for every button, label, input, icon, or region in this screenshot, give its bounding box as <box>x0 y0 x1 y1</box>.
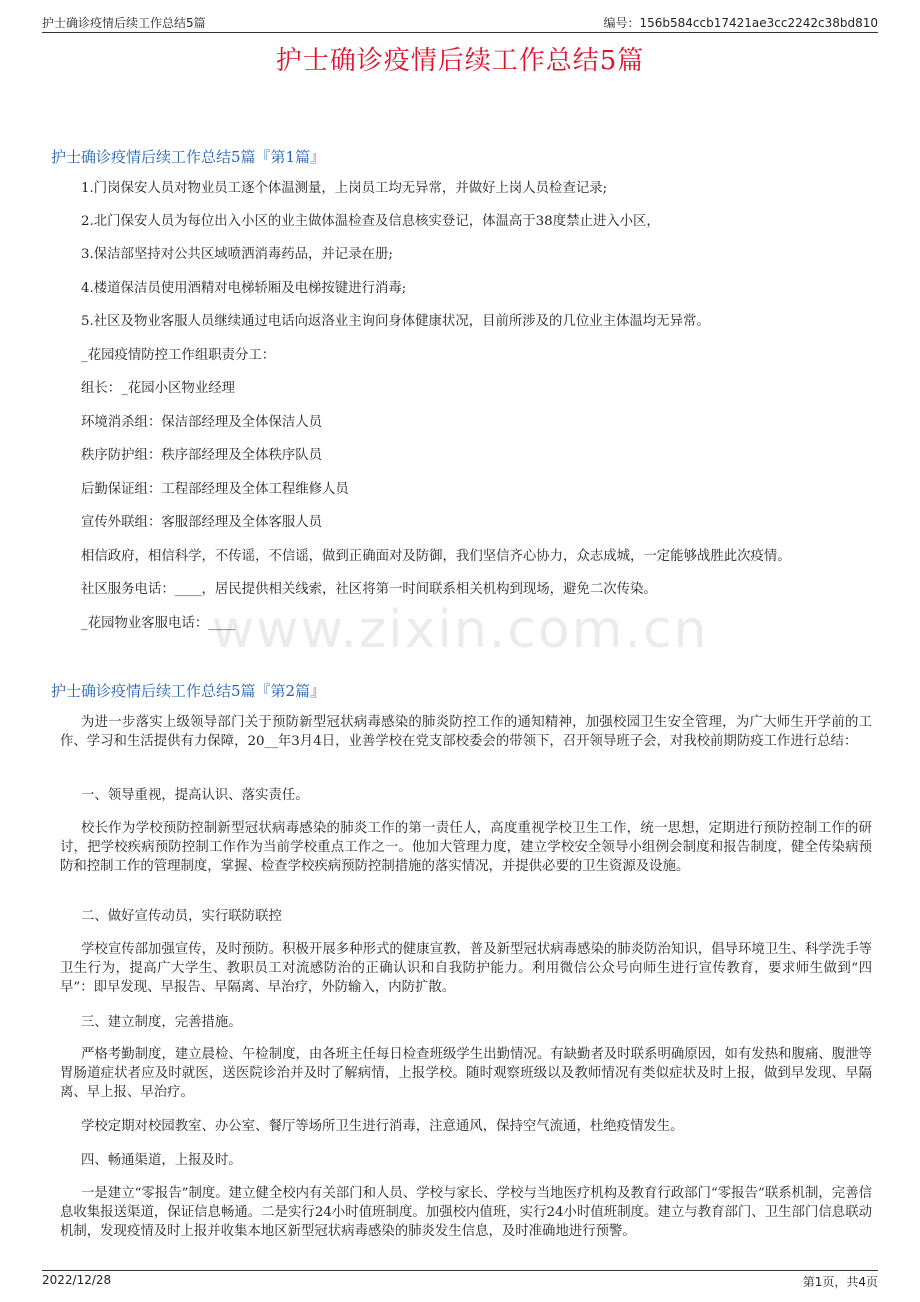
paragraph: 4.楼道保洁员使用酒精对电梯轿厢及电梯按键进行消毒; <box>81 281 407 296</box>
paragraph: 3.保洁部坚持对公共区域喷洒消毒药品，并记录在册; <box>81 247 393 262</box>
paragraph: 2.北门保安人员为每位出入小区的业主做体温检查及信息核实登记，体温高于38度禁止进入小区， <box>81 214 660 229</box>
paragraph: 校长作为学校预防控制新型冠状病毒感染的肺炎工作的第一责任人，高度重视学校卫生工作，统一思想，定期进行预防控制工作的研讨，把学校疾病预防控制工作作为当前学校重点工作之一。他加大管理力度，建立学校安全领导小组例会制度和报告制度，健全传染病预防和控制工作的管理制度，掌握、检查学校疾病预防控制措施的落实情况，并提供必要的卫生资源及设施。 <box>60 821 872 874</box>
section-heading-2: 护士确诊疫情后续工作总结5篇『第2篇』 <box>51 682 326 700</box>
paragraph: _花园疫情防控工作组职责分工： <box>81 348 276 363</box>
paragraph: 后勤保证组：工程部经理及全体工程维修人员 <box>81 482 349 497</box>
paragraph: 环境消杀组：保洁部经理及全体保洁人员 <box>81 415 323 430</box>
paragraph: 四、畅通渠道，上报及时。 <box>81 1153 242 1168</box>
paragraph: 学校定期对校园教室、办公室、餐厅等场所卫生进行消毒，注意通风，保持空气流通，杜绝疫情发生。 <box>81 1119 684 1134</box>
paragraph: 严格考勤制度，建立晨检、午检制度，由各班主任每日检查班级学生出勤情况。有缺勤者及时联系明确原因，如有发热和腹痛、腹泄等胃肠道症状者应及时就医，送医院诊治并及时了解病情，上报学校。随时观察班级以及教师情况有类似症状及时上报，做到早发现、早隔离、早上报、早治疗。 <box>60 1047 872 1100</box>
paragraph: 组长：_花园小区物业经理 <box>81 381 235 396</box>
document-title: 护士确诊疫情后续工作总结5篇 <box>275 46 645 76</box>
paragraph: 三、建立制度，完善措施。 <box>81 1015 242 1030</box>
header-doc-title: 护士确诊疫情后续工作总结5篇 <box>42 16 206 30</box>
paragraph: 相信政府，相信科学，不传谣，不信谣，做到正确面对及防御，我们坚信齐心协力，众志成城，一定能够战胜此次疫情。 <box>81 549 791 564</box>
paragraph: 社区服务电话：____，居民提供相关线索，社区将第一时间联系相关机构到现场，避免二次传染。 <box>81 582 657 597</box>
paragraph: _花园物业客服电话：____ <box>81 616 235 631</box>
paragraph: 5.社区及物业客服人员继续通过电话向返洛业主询问身体健康状况，目前所涉及的几位业主体温均无异常。 <box>81 314 710 329</box>
paragraph: 学校宣传部加强宣传，及时预防。积极开展多种形式的健康宣教，普及新型冠状病毒感染的肺炎防治知识，倡导环境卫生、科学洗手等卫生行为，提高广大学生、教职员工对流感防治的正确认识和自我防护能力。利用微信公众号向师生进行宣传教育，要求师生做到“四早”：即早发现、早报告、早隔离、早治疗，外防输入，内防扩散。 <box>60 942 872 995</box>
page-footer <box>42 1270 878 1289</box>
paragraph: 一是建立“零报告”制度。建立健全校内有关部门和人员、学校与家长、学校与当地医疗机构及教育行政部门“零报告”联系机制，完善信息收集报送渠道，保证信息畅通。二是实行24小时值班制度。加强校内值班，实行24小时值班制度。建立与教育部门、卫生部门信息联动机制，发现疫情及时上报并收集本地区新型冠状病毒感染的肺炎发生信息，及时准确地进行预警。 <box>60 1186 872 1239</box>
paragraph: 秩序防护组：秩序部经理及全体秩序队员 <box>81 448 323 463</box>
paragraph: 为进一步落实上级领导部门关于预防新型冠状病毒感染的肺炎防控工作的通知精神，加强校园卫生安全管理，为广大师生开学前的工作、学习和生活提供有力保障，20__年3月4日，业善学校在党支部校委会的带领下，召开领导班子会，对我校前期防疫工作进行总结： <box>60 715 872 749</box>
paragraph: 二、做好宣传动员，实行联防联控 <box>81 909 282 924</box>
page-header <box>42 14 878 33</box>
paragraph: 一、领导重视，提高认识、落实责任。 <box>81 788 309 803</box>
header-doc-code: 编号：156b584ccb17421ae3cc2242c38bd810 <box>603 16 878 30</box>
footer-date: 2022/12/28 <box>42 1273 112 1287</box>
footer-page-number: 第1页，共4页 <box>802 1275 878 1289</box>
watermark: www.zixin.com.cn <box>211 600 709 660</box>
paragraph: 宣传外联组：客服部经理及全体客服人员 <box>81 515 323 530</box>
section-heading-1: 护士确诊疫情后续工作总结5篇『第1篇』 <box>51 148 326 166</box>
paragraph: 1.门岗保安人员对物业员工逐个体温测量，上岗员工均无异常，并做好上岗人员检查记录; <box>81 181 608 196</box>
